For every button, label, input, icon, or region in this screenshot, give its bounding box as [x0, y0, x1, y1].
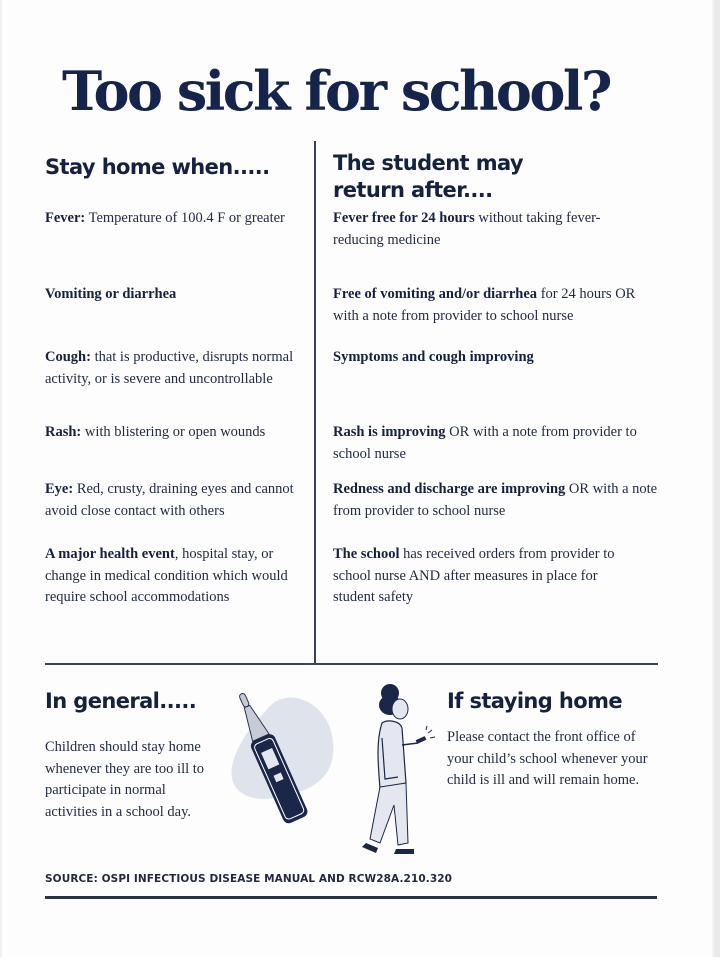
left-item-bold: Fever: [45, 210, 86, 226]
left-item-text: Temperature of 100.4 F or greater [85, 210, 285, 226]
left-item-text: with blistering or open wounds [81, 424, 266, 440]
staying-home-heading: If staying home [447, 689, 623, 713]
page-edge-right [714, 0, 720, 957]
source-citation: SOURCE: OSPI INFECTIOUS DISEASE MANUAL AND RCW28A.210.320 [45, 873, 453, 885]
page-title: Too sick for school? [62, 59, 611, 123]
left-item-bold: Vomiting or diarrhea [45, 286, 177, 302]
left-item-rash [45, 422, 305, 444]
right-item-text: has received orders from provider to school nurse AND after measures in place for student safety [333, 546, 615, 605]
left-item-cough [45, 347, 295, 390]
left-item-text: Red, crusty, draining eyes and cannot avoid close contact with others [45, 481, 294, 519]
right-item-fever [333, 208, 633, 251]
left-item-eye [45, 479, 305, 522]
right-item-bold: Free of vomiting and/or diarrhea [333, 286, 538, 302]
staying-home-text: Please contact the front office of your child’s school whenever your child is ill and will remain home. [447, 729, 648, 788]
footer-divider [45, 896, 657, 899]
left-item-fever [45, 208, 295, 230]
left-item-vomiting [45, 284, 295, 306]
return-after-heading: The student may return after.... [333, 151, 523, 202]
right-item-bold: Fever free for 24 hours [333, 210, 475, 226]
left-item-bold: A major health event [45, 546, 175, 562]
right-item-vomiting [333, 284, 658, 327]
thermometer-illustration [225, 682, 350, 832]
right-item-rash [333, 422, 658, 465]
right-item-text: for 24 hours OR with a note from provider to school nurse [333, 286, 636, 324]
right-item-bold: Rash is improving [333, 424, 446, 440]
stay-home-heading: Stay home when..... [45, 155, 270, 179]
left-item-bold: Rash: [45, 424, 82, 440]
right-item-text: without taking fever-reducing medicine [333, 210, 601, 248]
right-item-bold: Symptoms and cough improving [333, 349, 534, 365]
woman-with-phone-illustration [360, 683, 440, 863]
left-item-health-event [45, 544, 307, 609]
right-item-text: OR with a note from provider to school nurse [333, 424, 637, 462]
in-general-heading: In general..... [45, 689, 197, 713]
right-item-cough [333, 347, 653, 369]
section-divider [45, 663, 658, 665]
right-item-school [333, 544, 643, 609]
right-item-bold: The school [333, 546, 400, 562]
page-edge-left [0, 0, 2, 957]
right-item-bold: Redness and discharge are improving [333, 481, 566, 497]
left-item-bold: Cough: [45, 349, 91, 365]
left-item-text: , hospital stay, or change in medical condition which would require school accommodations [45, 546, 288, 605]
right-item-text: OR with a note from provider to school nurse [333, 481, 658, 519]
left-item-text: that is productive, disrupts normal activity, or is severe and uncontrollable [45, 349, 294, 387]
column-divider [314, 141, 316, 664]
in-general-text: Children should stay home whenever they are too ill to participate in normal activities in a school day. [45, 739, 205, 820]
right-item-eye [333, 479, 658, 522]
left-item-bold: Eye: [45, 481, 74, 497]
